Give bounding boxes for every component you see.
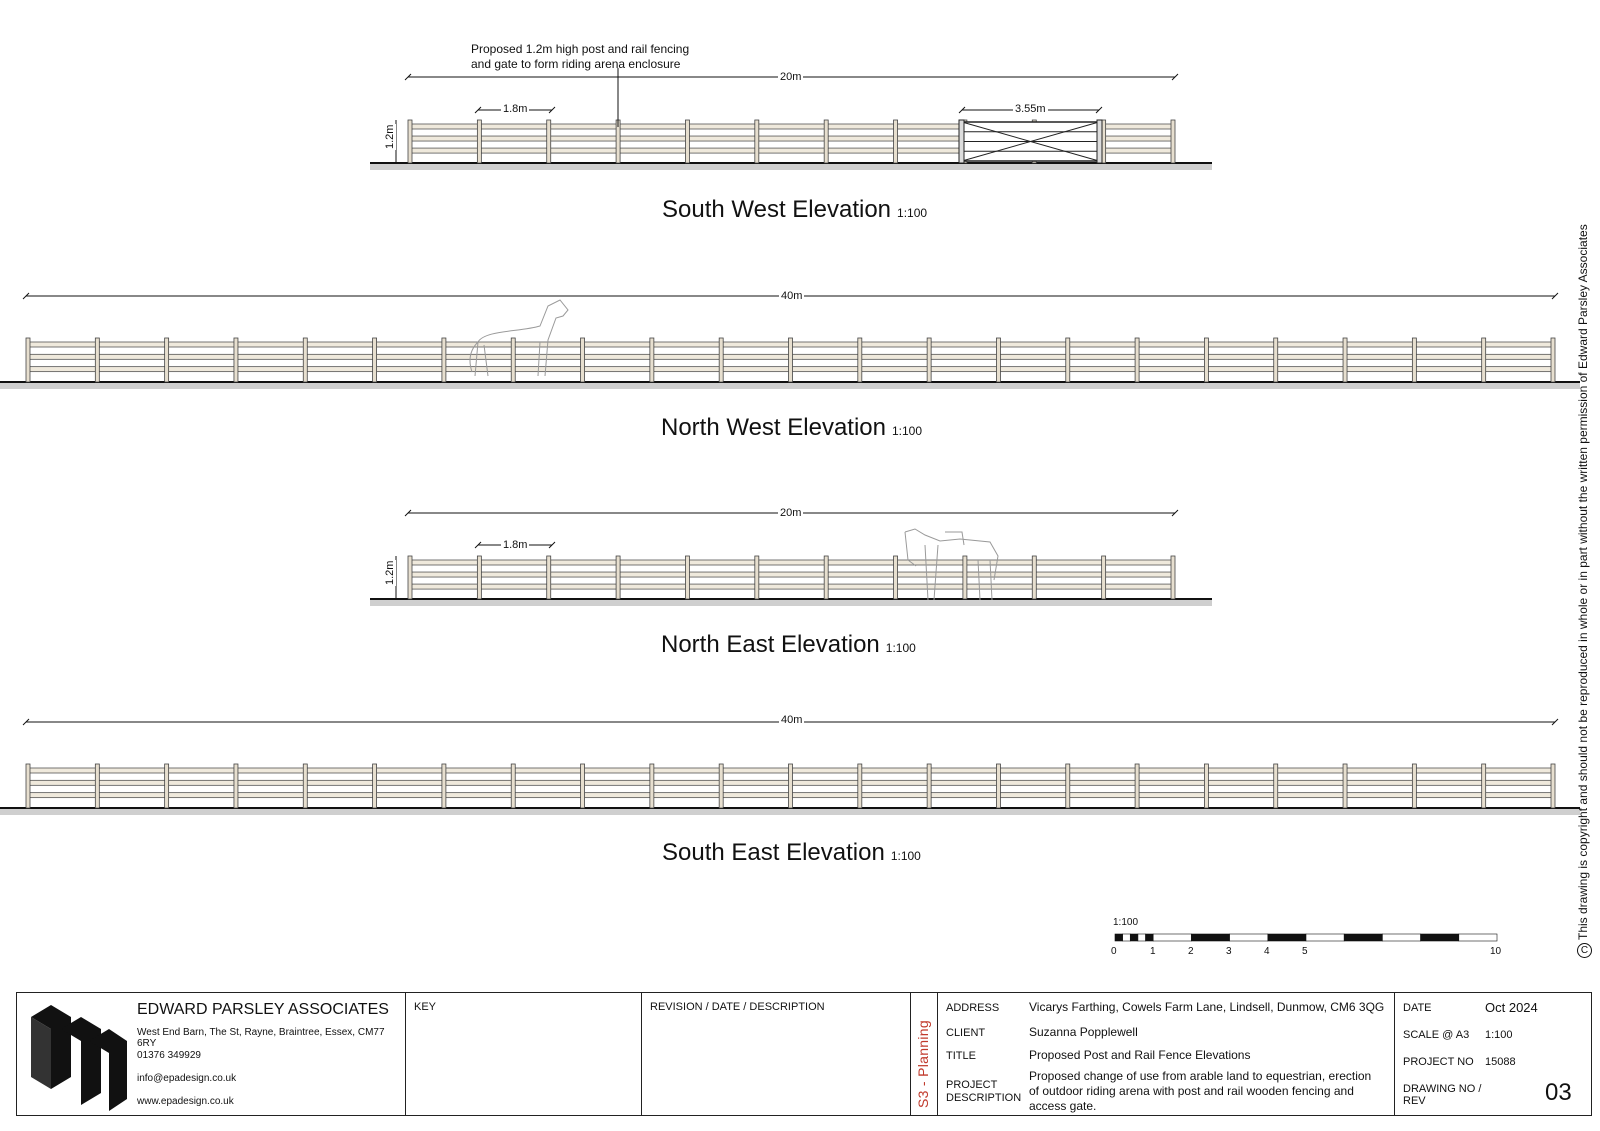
address-value: Vicarys Farthing, Cowels Farm Lane, Lindsell, Dunmow, CM6 3QG bbox=[1029, 1000, 1385, 1014]
scale-tick-0: 0 bbox=[1111, 946, 1117, 957]
scale-bar-segment bbox=[1230, 934, 1268, 941]
fence-north-west-post bbox=[581, 338, 585, 382]
fence-north-west-post bbox=[1204, 338, 1208, 382]
scale-bar bbox=[1115, 934, 1497, 941]
scale-bar-segment bbox=[1344, 934, 1382, 941]
fence-south-east-post bbox=[1274, 764, 1278, 808]
project-label-line-1: PROJECT bbox=[946, 1079, 998, 1091]
dim-1-8m-south-west: 1.8m bbox=[503, 103, 528, 115]
project-info-panel bbox=[937, 992, 1395, 1116]
fence-north-west-post bbox=[650, 338, 654, 382]
fence-south-east-post bbox=[719, 764, 723, 808]
fence-north-east-post bbox=[1171, 556, 1175, 599]
fence-north-east-post bbox=[547, 556, 551, 599]
fence-north-west-post bbox=[789, 338, 793, 382]
client-value: Suzanna Popplewell bbox=[1029, 1025, 1138, 1039]
fence-south-east-post bbox=[1343, 764, 1347, 808]
fence-south-east-post bbox=[373, 764, 377, 808]
fence-north-east-post bbox=[755, 556, 759, 599]
company-address: West End Barn, The St, Rayne, Braintree, Essex, CM77 6RY bbox=[137, 1027, 385, 1049]
company-logo-icon bbox=[23, 999, 133, 1111]
key-panel bbox=[405, 992, 642, 1116]
fence-south-east-post bbox=[858, 764, 862, 808]
drawing-number-label-line-2: REV bbox=[1403, 1095, 1426, 1107]
fence-north-west-post bbox=[719, 338, 723, 382]
fence-north-west-post bbox=[442, 338, 446, 382]
scale-label: SCALE @ A3 bbox=[1403, 1029, 1470, 1041]
fence-north-west-post bbox=[1412, 338, 1416, 382]
fence-south-east-post bbox=[303, 764, 307, 808]
address-label: ADDRESS bbox=[946, 1002, 1000, 1014]
scale-bar-segment bbox=[1421, 934, 1459, 941]
key-label: KEY bbox=[414, 1001, 437, 1013]
elevation-name: North East Elevation bbox=[661, 631, 880, 658]
fence-north-west-post bbox=[1066, 338, 1070, 382]
elevation-title-north-east bbox=[661, 631, 916, 659]
scale-tick-10: 10 bbox=[1490, 946, 1502, 957]
scale-tick-1: 1 bbox=[1150, 946, 1156, 957]
fence-south-east-post bbox=[789, 764, 793, 808]
fence-north-west-post bbox=[95, 338, 99, 382]
dim-1-2m-south-west: 1.2m bbox=[384, 124, 396, 149]
fence-south-west-post bbox=[824, 120, 828, 163]
fence-south-west-post bbox=[477, 120, 481, 163]
fence-north-west-post bbox=[1551, 338, 1555, 382]
scale-bar-segment bbox=[1138, 934, 1146, 941]
scale-tick-5: 5 bbox=[1302, 946, 1308, 957]
fence-north-east-post bbox=[616, 556, 620, 599]
scale-bar-segment bbox=[1130, 934, 1138, 941]
fence-south-east-post bbox=[996, 764, 1000, 808]
elevation-scale: 1:100 bbox=[890, 849, 921, 863]
fence-south-east-post bbox=[1204, 764, 1208, 808]
fence-south-west-gate-post bbox=[1097, 120, 1102, 163]
fence-south-west-gate-post bbox=[959, 120, 964, 163]
drawing-number-value: 03 bbox=[1545, 1079, 1572, 1106]
fence-south-west-post bbox=[547, 120, 551, 163]
company-phone: 01376 349929 bbox=[137, 1050, 201, 1061]
fence-south-east-ground-fill bbox=[0, 808, 1580, 815]
elevation-scale: 1:100 bbox=[897, 206, 928, 220]
annotation-line-2: and gate to form riding arena enclosure bbox=[471, 57, 681, 71]
title-value: Proposed Post and Rail Fence Elevations bbox=[1029, 1048, 1251, 1062]
fence-south-west-ground-fill bbox=[370, 163, 1212, 170]
fence-north-east-post bbox=[408, 556, 412, 599]
fence-south-east-post bbox=[927, 764, 931, 808]
scale-bar-segment bbox=[1191, 934, 1229, 941]
fence-north-west-post bbox=[234, 338, 238, 382]
revision-panel bbox=[641, 992, 911, 1116]
scale-tick-2: 2 bbox=[1188, 946, 1194, 957]
scale-tick-4: 4 bbox=[1264, 946, 1270, 957]
fence-north-east-post bbox=[685, 556, 689, 599]
fence-south-east-post bbox=[95, 764, 99, 808]
copyright-text: This drawing is copyright and should not be reproduced in whole or in part without the written permission of Edward Parsley Associates bbox=[1576, 224, 1590, 940]
fence-south-east-post bbox=[234, 764, 238, 808]
project-description-line-1: Proposed change of use from arable land to equestrian, erection bbox=[1029, 1069, 1372, 1083]
scale-bar-segment bbox=[1268, 934, 1306, 941]
annotation-line-1: Proposed 1.2m high post and rail fencing bbox=[471, 42, 690, 56]
fence-north-east-post bbox=[1032, 556, 1036, 599]
drawing-number-label-line-1: DRAWING NO / bbox=[1403, 1083, 1482, 1095]
fence-south-east-post bbox=[1551, 764, 1555, 808]
elevation-name: South East Elevation bbox=[662, 839, 885, 866]
dim-3-55m-gate: 3.55m bbox=[1015, 103, 1046, 115]
project-description-line-2: of outdoor riding arena with post and rail wooden fencing and bbox=[1029, 1084, 1354, 1098]
scale-bar-segment bbox=[1146, 934, 1154, 941]
fence-south-east-post bbox=[511, 764, 515, 808]
fence-north-east-rail-2 bbox=[410, 572, 1173, 577]
scale-bar-segment bbox=[1115, 934, 1123, 941]
fence-south-west-post bbox=[1171, 120, 1175, 163]
fence-south-east-post bbox=[165, 764, 169, 808]
scale-bar-segment bbox=[1306, 934, 1344, 941]
dim-1-8m-north-east: 1.8m bbox=[503, 539, 528, 551]
fence-south-west-post bbox=[755, 120, 759, 163]
client-label: CLIENT bbox=[946, 1027, 986, 1039]
fence-north-east-post bbox=[477, 556, 481, 599]
fence-north-east-rail-1 bbox=[410, 560, 1173, 565]
scale-bar-segment bbox=[1123, 934, 1131, 941]
fence-north-east-post bbox=[824, 556, 828, 599]
fence-south-east-post bbox=[442, 764, 446, 808]
company-name: EDWARD PARSLEY ASSOCIATES bbox=[137, 1001, 389, 1018]
fence-north-east-ground-fill bbox=[370, 599, 1212, 606]
company-website[interactable]: www.epadesign.co.uk bbox=[137, 1096, 234, 1107]
fence-north-west-post bbox=[1274, 338, 1278, 382]
scale-bar-title: 1:100 bbox=[1113, 917, 1139, 928]
dim-20m-south-west: 20m bbox=[780, 71, 802, 83]
elevation-name: North West Elevation bbox=[661, 414, 886, 441]
fence-south-west-post bbox=[894, 120, 898, 163]
elevation-name: South West Elevation bbox=[662, 196, 892, 223]
elevation-scale: 1:100 bbox=[892, 424, 923, 438]
company-email[interactable]: info@epadesign.co.uk bbox=[137, 1073, 237, 1084]
fence-north-west-post bbox=[858, 338, 862, 382]
title-label: TITLE bbox=[946, 1050, 976, 1062]
project-number-value: 15088 bbox=[1485, 1056, 1516, 1068]
fence-north-west-post bbox=[1135, 338, 1139, 382]
fence-north-west-post bbox=[373, 338, 377, 382]
scale-value: 1:100 bbox=[1485, 1029, 1513, 1041]
fence-south-east-post bbox=[1412, 764, 1416, 808]
elevation-title-south-west bbox=[662, 196, 927, 224]
fence-north-east-post bbox=[894, 556, 898, 599]
elevation-title-south-east bbox=[662, 839, 921, 867]
revision-label: REVISION / DATE / DESCRIPTION bbox=[650, 1001, 825, 1013]
stage-label: S3 - Planning bbox=[915, 1020, 931, 1108]
copyright-icon: C bbox=[1577, 943, 1592, 958]
scale-bar-segment bbox=[1459, 934, 1497, 941]
scale-bar-segment bbox=[1153, 934, 1191, 941]
dim-20m-north-east: 20m bbox=[780, 507, 802, 519]
project-number-label: PROJECT NO bbox=[1403, 1056, 1474, 1068]
fence-north-east-post bbox=[963, 556, 967, 599]
drawing-info-panel bbox=[1394, 992, 1592, 1116]
fence-north-east-rail-3 bbox=[410, 584, 1173, 589]
fence-north-east-post bbox=[1102, 556, 1106, 599]
dim-40m-north-west: 40m bbox=[781, 290, 803, 302]
fence-south-west-post bbox=[685, 120, 689, 163]
scale-tick-3: 3 bbox=[1226, 946, 1232, 957]
fence-south-east-post bbox=[1482, 764, 1486, 808]
project-description-line-3: access gate. bbox=[1029, 1099, 1097, 1113]
fence-north-west-ground-fill bbox=[0, 382, 1580, 389]
fence-north-west-post bbox=[303, 338, 307, 382]
fence-south-east-post bbox=[650, 764, 654, 808]
fence-north-west-post bbox=[1343, 338, 1347, 382]
fence-south-east-post bbox=[1066, 764, 1070, 808]
horse-sketch-north-west bbox=[470, 300, 568, 376]
fence-south-west-post bbox=[408, 120, 412, 163]
fence-north-west-post bbox=[165, 338, 169, 382]
elevation-scale: 1:100 bbox=[885, 641, 916, 655]
company-panel bbox=[16, 992, 406, 1116]
fence-north-west-post bbox=[26, 338, 30, 382]
date-value: Oct 2024 bbox=[1485, 1000, 1538, 1015]
fence-south-east-post bbox=[26, 764, 30, 808]
fence-north-west-post bbox=[1482, 338, 1486, 382]
fence-south-east-post bbox=[1135, 764, 1139, 808]
fence-north-west-post bbox=[927, 338, 931, 382]
copyright-notice bbox=[1576, 224, 1592, 958]
elevation-title-north-west bbox=[661, 414, 922, 442]
date-label: DATE bbox=[1403, 1002, 1432, 1014]
dim-40m-south-east: 40m bbox=[781, 714, 803, 726]
dim-1-2m-north-east: 1.2m bbox=[384, 560, 396, 585]
fence-south-east-post bbox=[581, 764, 585, 808]
fence-north-west-post bbox=[511, 338, 515, 382]
project-label-line-2: DESCRIPTION bbox=[946, 1092, 1022, 1104]
fence-north-west-post bbox=[996, 338, 1000, 382]
scale-bar-segment bbox=[1382, 934, 1420, 941]
